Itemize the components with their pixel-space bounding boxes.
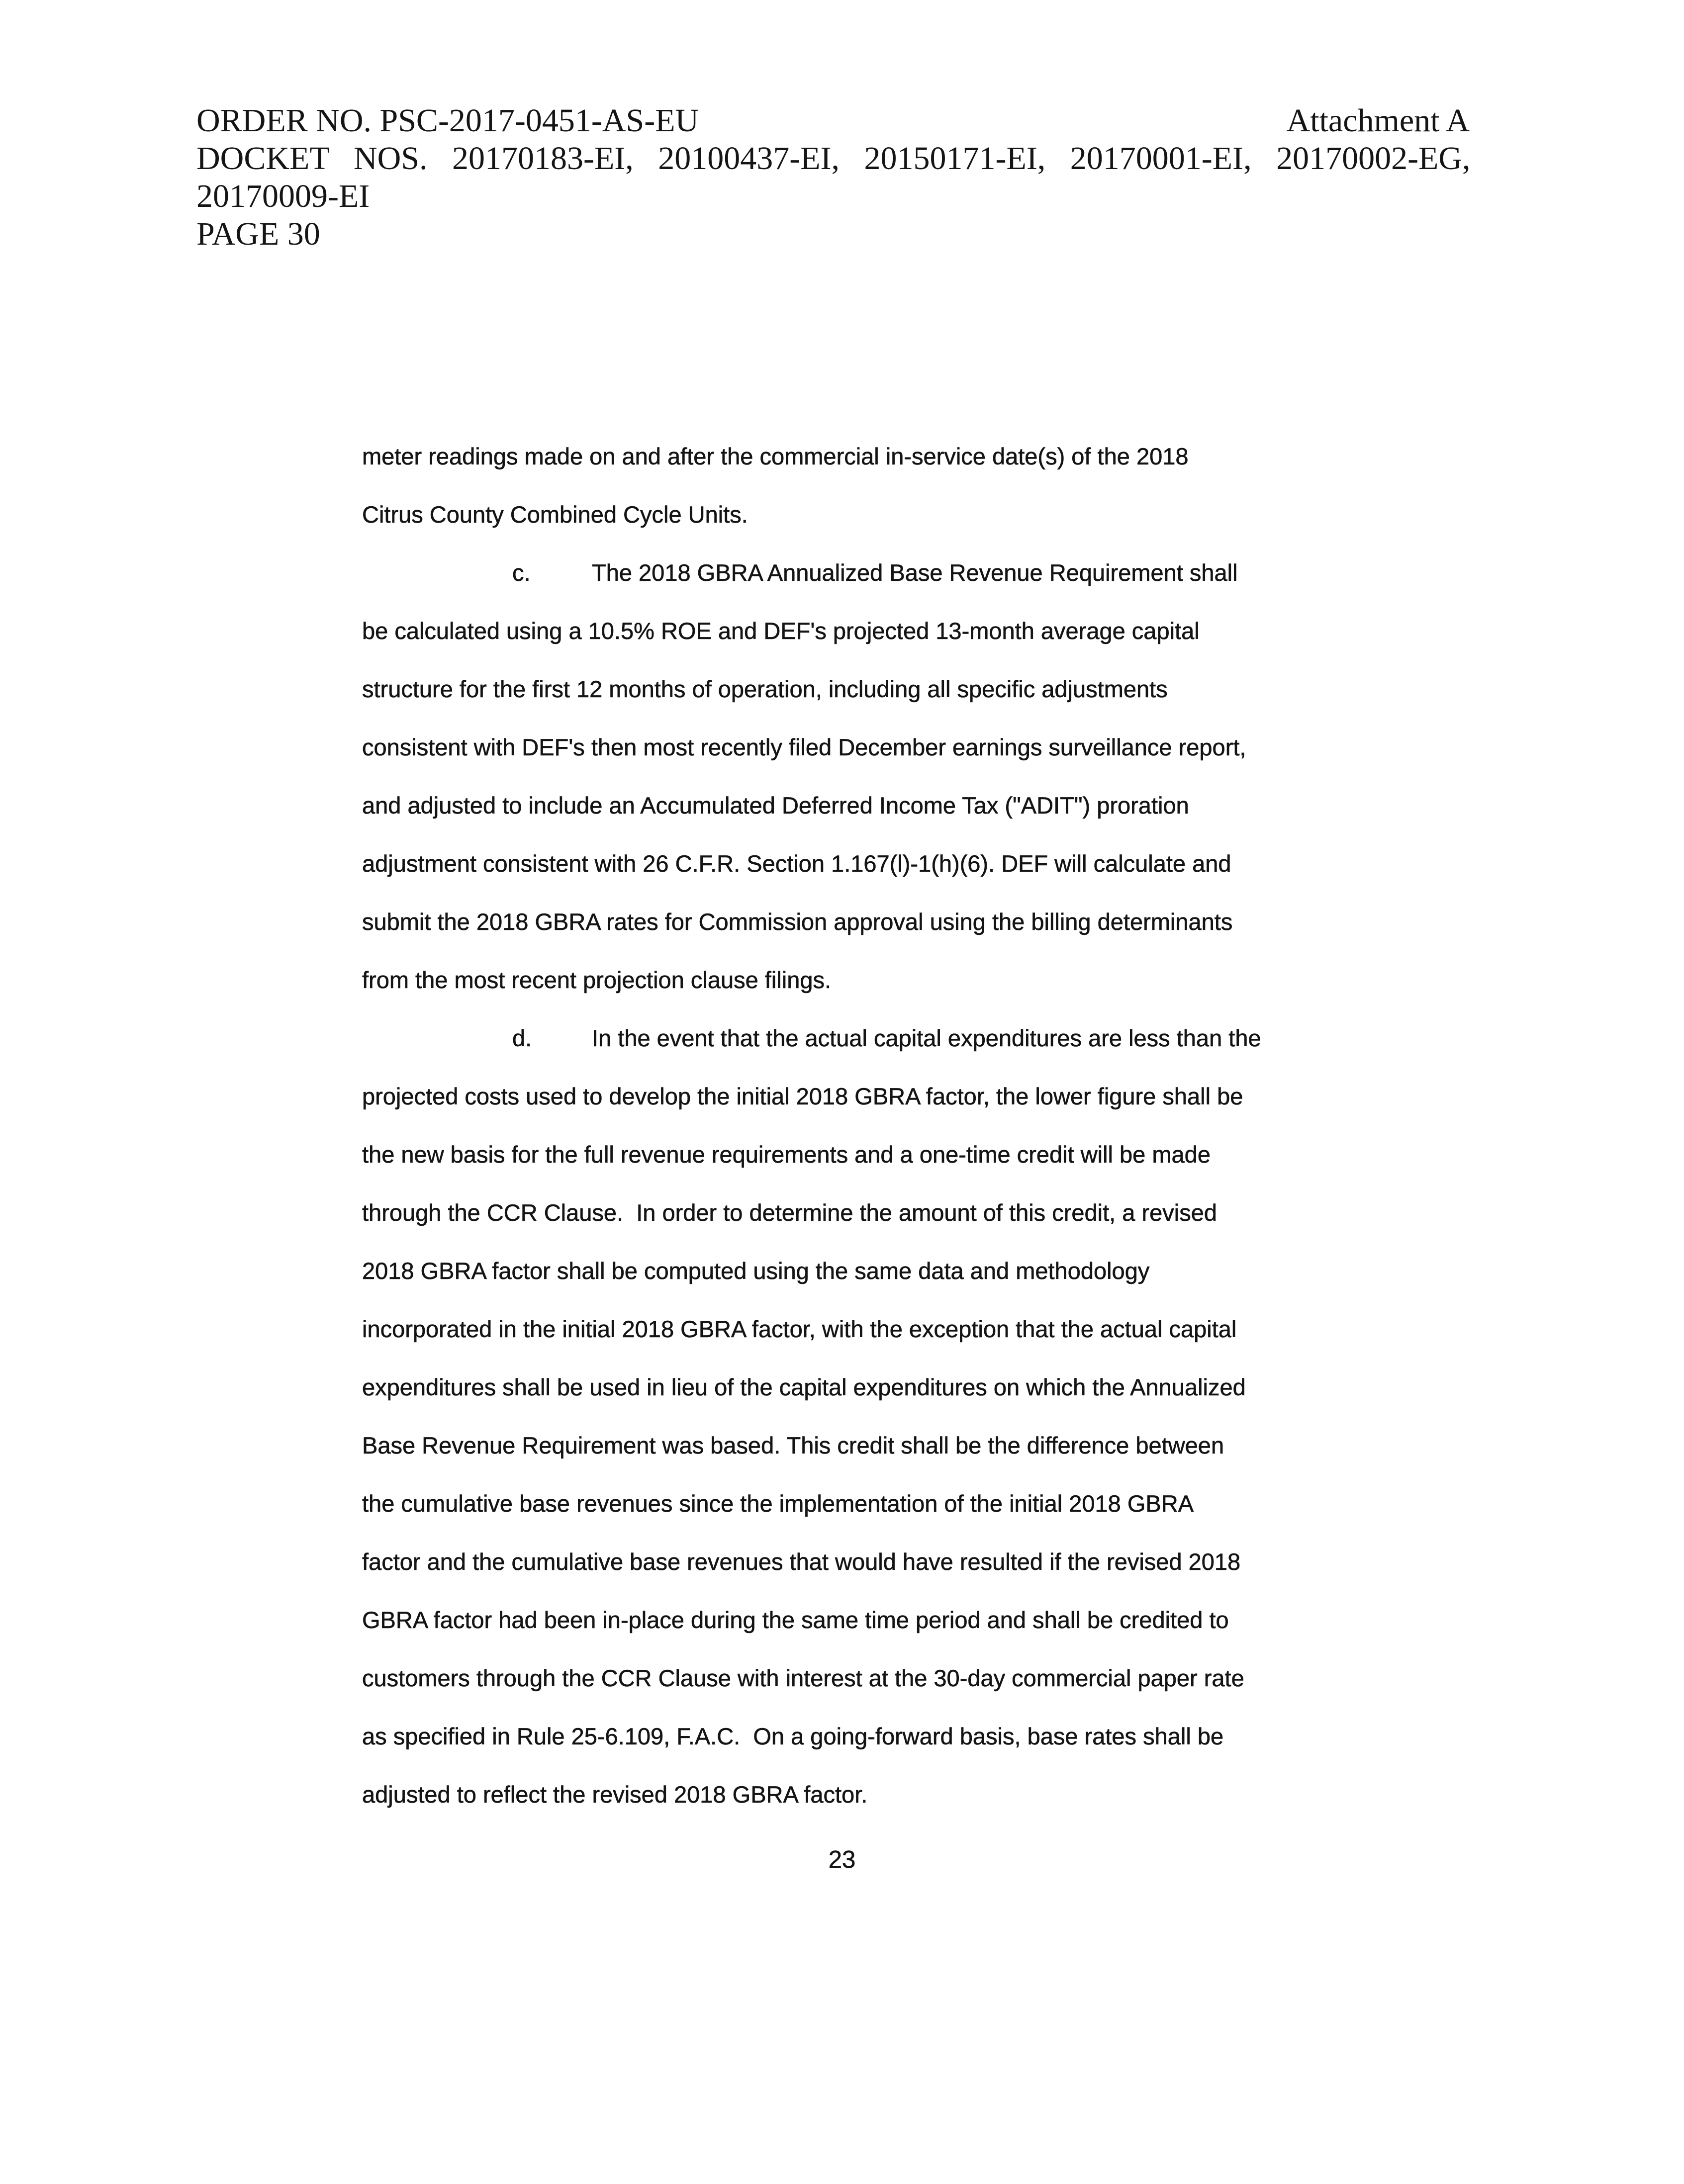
paragraph-d-line: projected costs used to develop the initial 2018 GBRA factor, the lower figure shall be: [362, 1083, 1243, 1109]
paragraph-c-line: from the most recent projection clause filings.: [362, 967, 832, 993]
paragraph-d-first-text: In the event that the actual capital expenditures are less than the: [592, 1025, 1261, 1051]
paragraph-d-first-line: [362, 1019, 1337, 1078]
paragraph-c-line: consistent with DEF's then most recently filed December earnings surveillance report,: [362, 734, 1246, 760]
paragraph-d-line: adjusted to reflect the revised 2018 GBRA factor.: [362, 1781, 868, 1808]
header-first-row: [196, 102, 1470, 140]
paragraph-d-line: factor and the cumulative base revenues that would have resulted if the revised 2018: [362, 1548, 1241, 1575]
attachment-label: Attachment A: [1286, 102, 1470, 139]
document-body: [362, 438, 1337, 1834]
paragraph-d-line: Base Revenue Requirement was based. This credit shall be the difference between: [362, 1432, 1224, 1458]
paragraph-c-marker: c.: [512, 559, 531, 586]
document-header: [196, 102, 1470, 253]
paragraph-d-marker: d.: [512, 1025, 532, 1051]
paragraph-c-line: structure for the first 12 months of operation, including all specific adjustments: [362, 676, 1168, 702]
body-line: meter readings made on and after the commercial in-service date(s) of the 2018: [362, 443, 1189, 469]
paragraph-d-line: GBRA factor had been in-place during the same time period and shall be credited to: [362, 1607, 1229, 1633]
paragraph-d-line: 2018 GBRA factor shall be computed using the same data and methodology: [362, 1258, 1150, 1284]
order-number: ORDER NO. PSC-2017-0451-AS-EU: [196, 102, 699, 139]
paragraph-c-line: be calculated using a 10.5% ROE and DEF's projected 13-month average capital: [362, 618, 1200, 644]
header-page-label: PAGE 30: [196, 216, 320, 252]
docket-numbers-continued: 20170009-EI: [196, 178, 370, 214]
paragraph-d-line: the cumulative base revenues since the implementation of the initial 2018 GBRA: [362, 1490, 1194, 1517]
paragraph-d: [362, 1019, 1337, 1834]
paragraph-d-line: customers through the CCR Clause with interest at the 30-day commercial paper rate: [362, 1665, 1244, 1691]
paragraph-d-line: incorporated in the initial 2018 GBRA factor, with the exception that the actual capital: [362, 1316, 1237, 1342]
body-line: Citrus County Combined Cycle Units.: [362, 501, 748, 528]
paragraph-d-line: as specified in Rule 25-6.109, F.A.C. On a going-forward basis, base rates shall be: [362, 1723, 1224, 1749]
paragraph-d-line: expenditures shall be used in lieu of the capital expenditures on which the Annualized: [362, 1374, 1246, 1400]
paragraph-d-line: through the CCR Clause. In order to determine the amount of this credit, a revised: [362, 1199, 1217, 1226]
page-number: 23: [828, 1846, 856, 1873]
paragraph-d-line: the new basis for the full revenue requirements and a one-time credit will be made: [362, 1141, 1211, 1168]
paragraph-c-line: and adjusted to include an Accumulated Deferred Income Tax ("ADIT") proration: [362, 792, 1189, 819]
paragraph-c-first-line: [362, 554, 1337, 612]
paragraph-c-line: adjustment consistent with 26 C.F.R. Section 1.167(l)-1(h)(6). DEF will calculate and: [362, 850, 1231, 877]
paragraph-c: [362, 554, 1337, 1019]
paragraph-c-line: submit the 2018 GBRA rates for Commission approval using the billing determinants: [362, 909, 1233, 935]
docket-numbers: DOCKET NOS. 20170183-EI, 20100437-EI, 20150171-EI, 20170001-EI, 20170002-EG,: [196, 140, 1471, 177]
paragraph-c-first-text: The 2018 GBRA Annualized Base Revenue Requirement shall: [592, 559, 1238, 586]
